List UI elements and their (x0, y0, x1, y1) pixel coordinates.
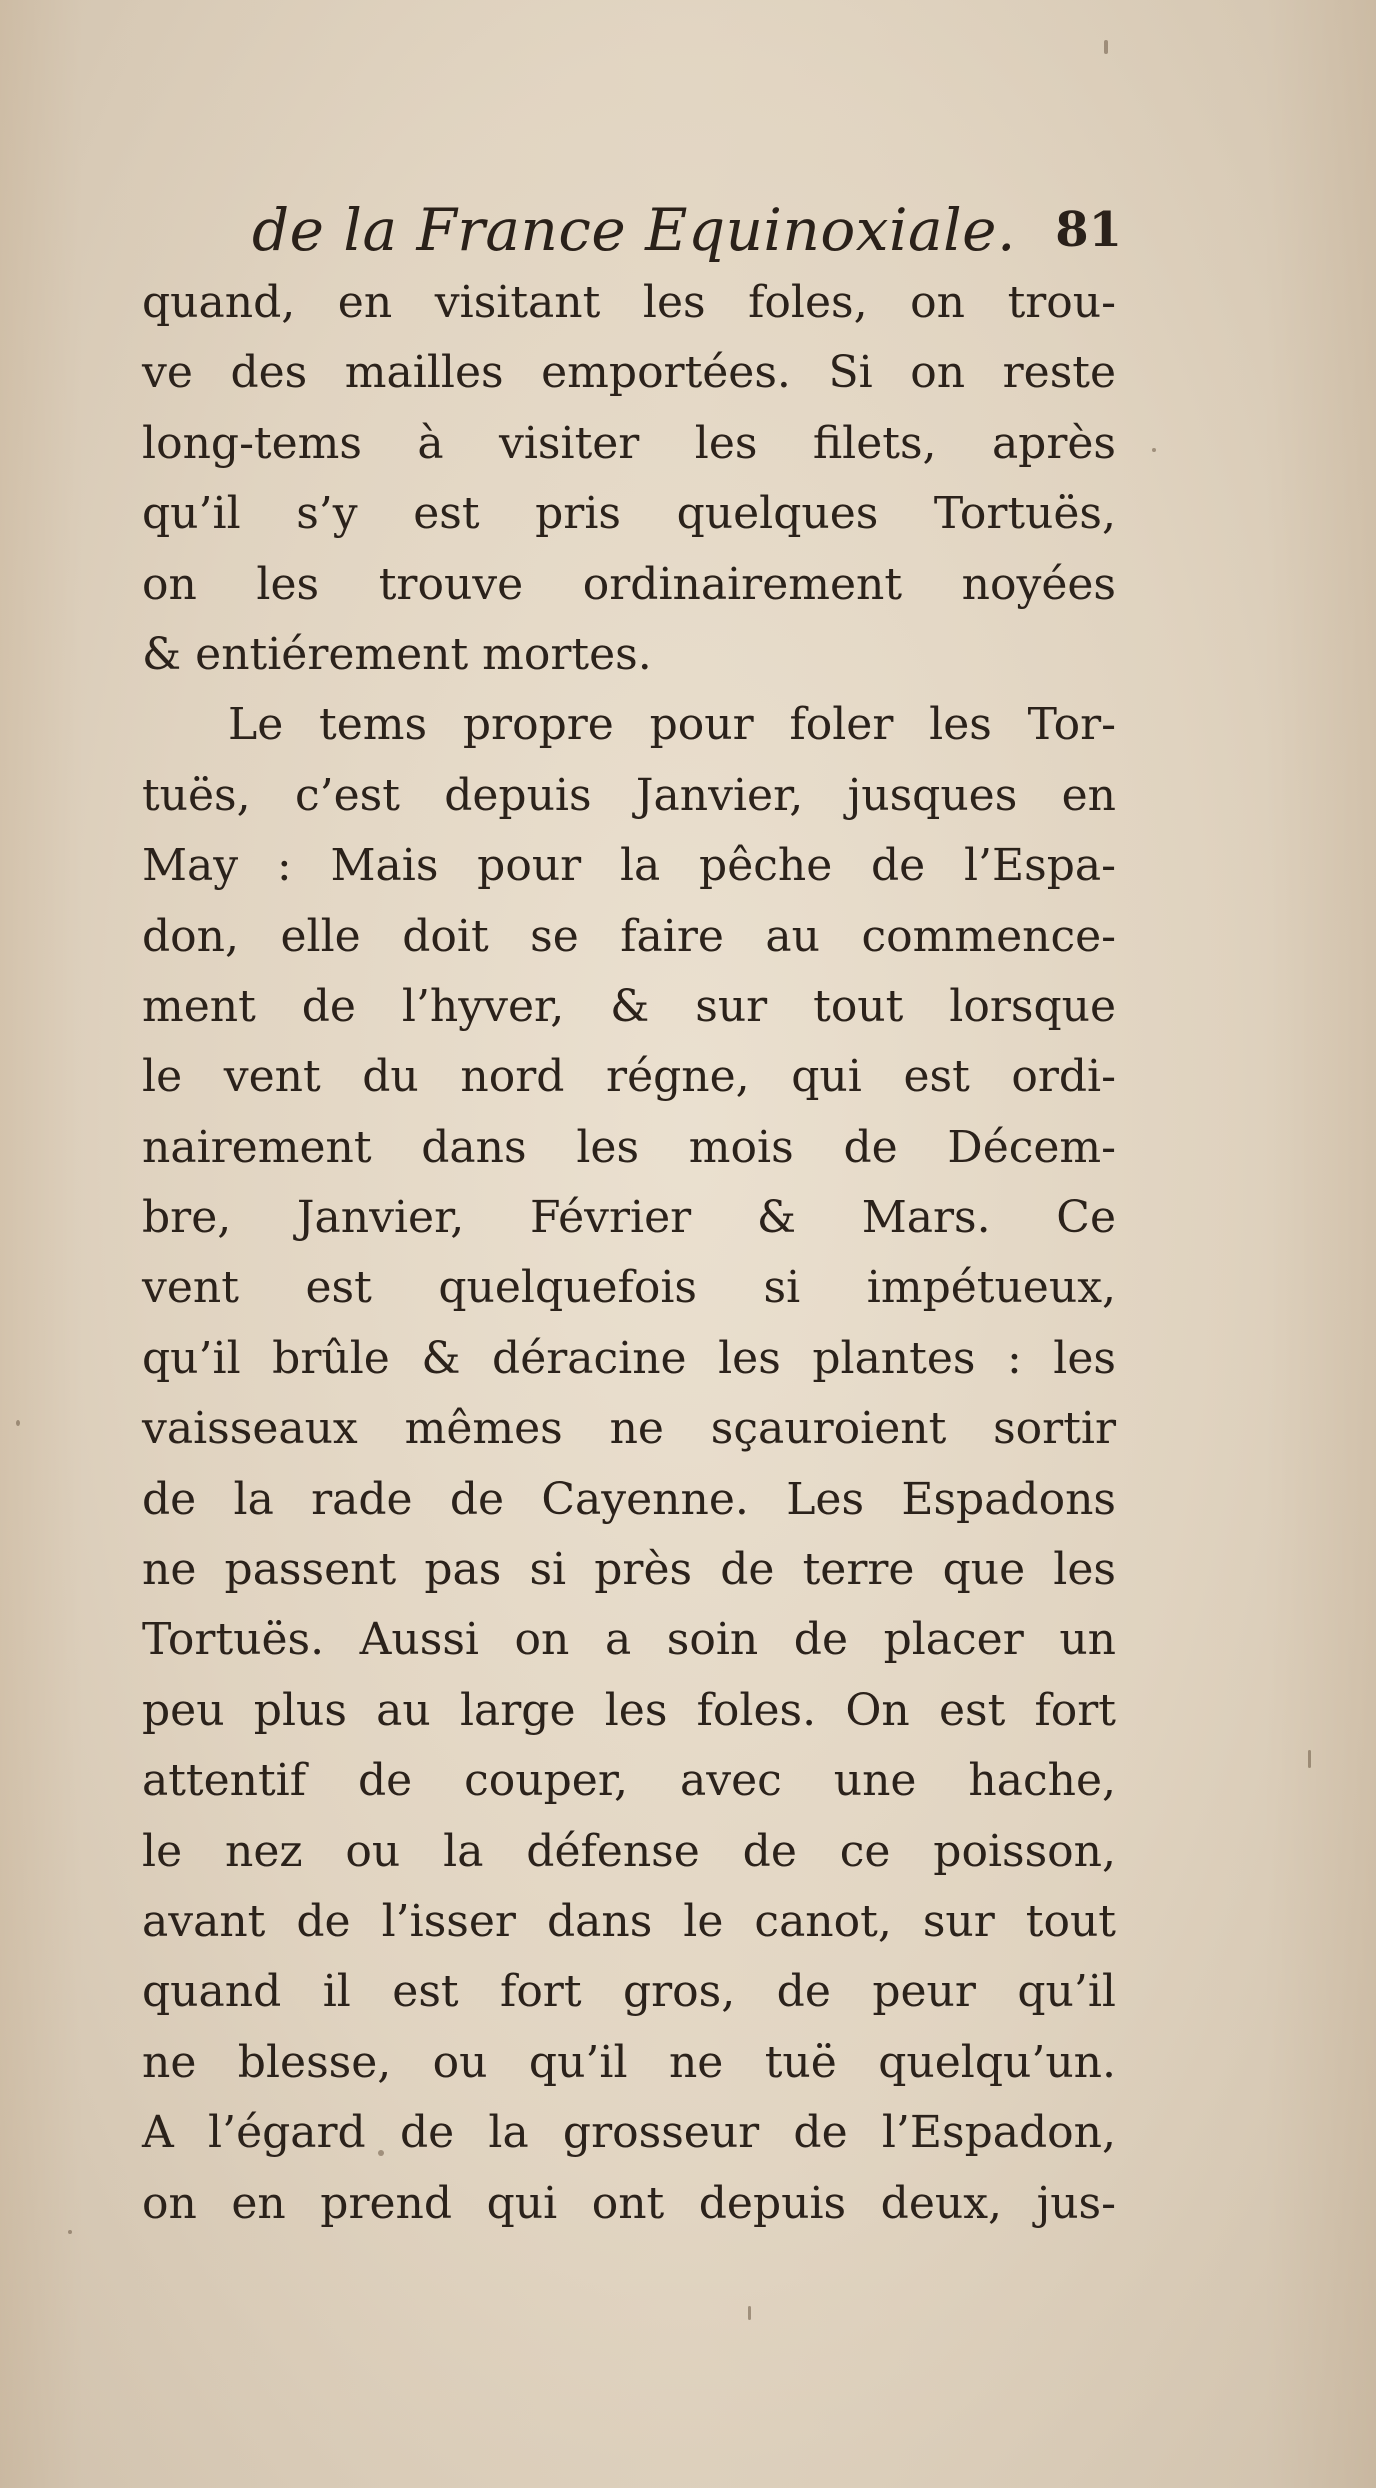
text-line: quand, en visitant les foles, on trou- (142, 277, 1116, 328)
text-line: attentif de couper, avec une hache, (142, 1755, 1116, 1807)
text-line: vent est quelquefois si impétueux, (142, 1262, 1116, 1314)
text-line: bre, Janvier, Février & Mars. Ce (142, 1192, 1116, 1244)
text-line: long-tems à visiter les filets, après (142, 417, 1116, 469)
text-line: de la rade de Cayenne. Les Espadons (142, 1473, 1116, 1525)
text-line: quand il est fort gros, de peur qu’il (142, 1966, 1116, 2018)
running-header (252, 196, 1122, 276)
text-line: le vent du nord régne, qui est ordi- (142, 1051, 1116, 1103)
text-line: don, elle doit se faire au commence- (142, 910, 1116, 962)
text-line: vaisseaux mêmes ne sçauroient sortir (142, 1403, 1116, 1455)
paper-speck (748, 2306, 751, 2320)
paper-speck (68, 2230, 72, 2234)
paper-speck (16, 1420, 20, 1426)
paper-speck (1308, 1750, 1311, 1768)
body-text (142, 268, 1116, 2239)
text-line: & entiérement mortes. (142, 628, 652, 680)
text-line: peu plus au large les foles. On est fort (142, 1684, 1116, 1736)
text-line: ment de l’hyver, & sur tout lorsque (142, 980, 1116, 1032)
text-line: qu’il s’y est pris quelques Tortuës, (142, 488, 1116, 540)
text-line: ne blesse, ou qu’il ne tuë quelqu’un. (142, 2036, 1116, 2088)
text-line: Tortuës. Aussi on a soin de placer un (142, 1614, 1116, 1666)
text-line: nairement dans les mois de Décem- (142, 1121, 1116, 1173)
text-line: May : Mais pour la pêche de l’Espa- (142, 840, 1116, 892)
text-line: tuës, c’est depuis Janvier, jusques en (142, 769, 1116, 821)
text-line: avant de l’isser dans le canot, sur tout (142, 1895, 1116, 1947)
text-line: ve des mailles emportées. Si on reste (142, 347, 1116, 399)
page-number: 81 (1055, 202, 1122, 258)
text-line: qu’il brûle & déracine les plantes : les (142, 1332, 1116, 1384)
paper-speck (1152, 448, 1156, 452)
text-line: Le tems propre pour foler les Tor- (228, 699, 1116, 751)
paper-speck (1104, 40, 1108, 54)
text-line: on en prend qui ont depuis deux, jus- (142, 2177, 1116, 2229)
text-line: A l’égard de la grosseur de l’Espadon, (142, 2107, 1116, 2159)
text-line: le nez ou la défense de ce poisson, (142, 1825, 1116, 1877)
text-line: ne passent pas si près de terre que les (142, 1544, 1116, 1596)
running-title: de la France Equinoxiale. (252, 196, 1016, 264)
text-line: on les trouve ordinairement noyées (142, 558, 1116, 610)
